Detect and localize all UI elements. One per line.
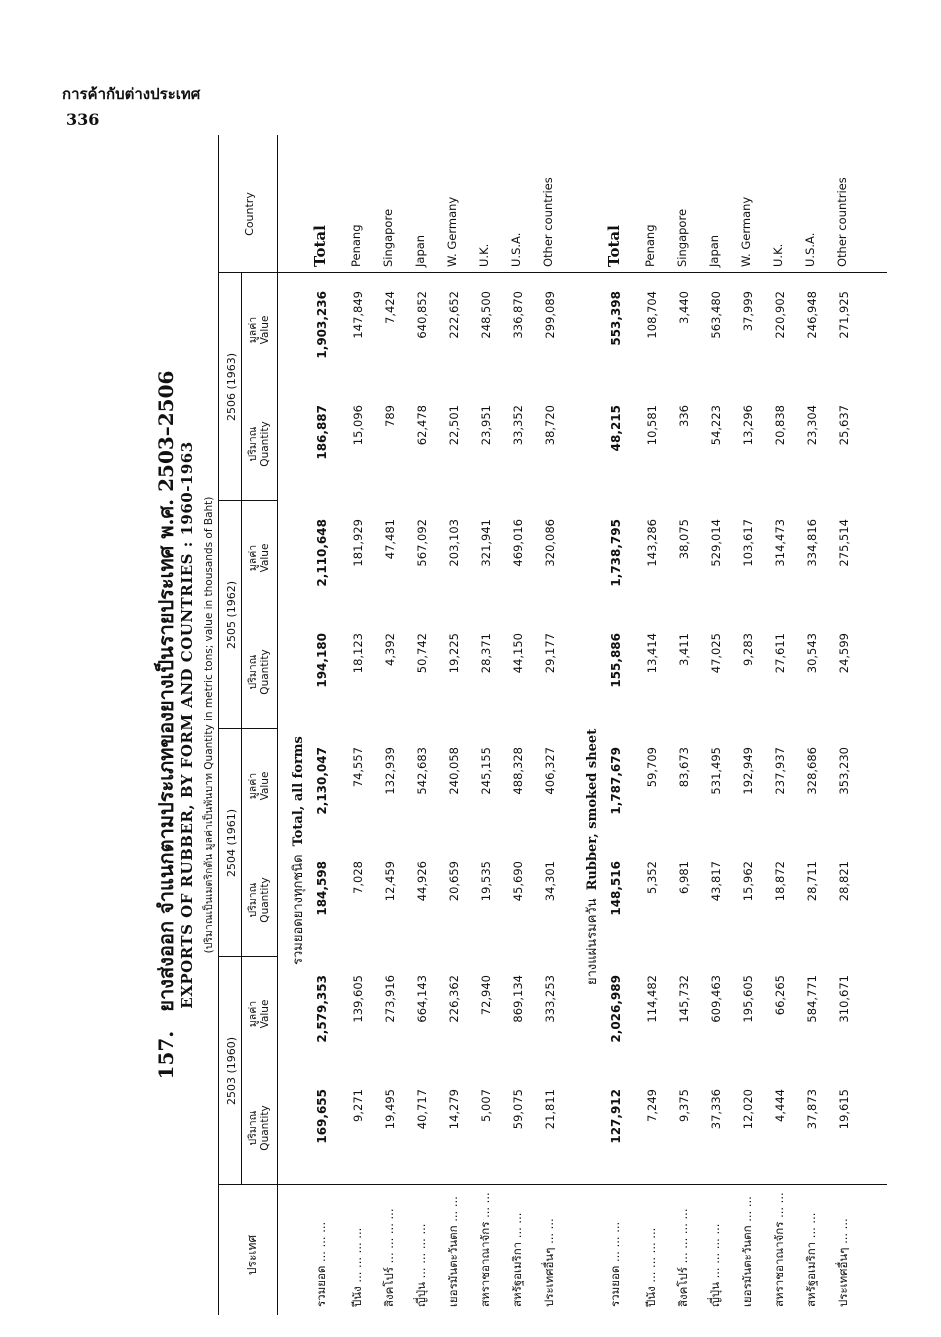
quantity-cell: 27,611	[773, 633, 787, 674]
quantity-cell: 19,535	[479, 861, 493, 902]
value-cell: 609,463	[709, 975, 723, 1023]
quantity-cell: 5,007	[479, 1089, 493, 1122]
value-subheader	[247, 729, 271, 843]
row-label-thai: ประเทศอื่นๆ ... ...	[542, 1218, 556, 1307]
row-label-thai: รวมยอด ... ... ...	[314, 1221, 328, 1307]
value-cell: 271,925	[837, 291, 851, 339]
row-label-thai: ปีนัง ... ... ... ...	[644, 1227, 658, 1307]
value-cell: 529,014	[709, 519, 723, 567]
row-label-english: Other countries	[835, 177, 849, 267]
row-label-english: W. Germany	[445, 196, 459, 267]
value-cell: 145,732	[677, 975, 691, 1023]
value-cell: 2,026,989	[609, 975, 623, 1043]
value-cell: 248,500	[479, 291, 493, 339]
row-label-english: U.K.	[771, 243, 785, 267]
row-label-english: Penang	[349, 224, 363, 267]
quantity-cell: 25,637	[837, 405, 851, 446]
table-row	[831, 135, 861, 1315]
value-cell: 108,704	[645, 291, 659, 339]
value-cell: 72,940	[479, 975, 493, 1016]
quantity-cell: 59,075	[511, 1089, 525, 1130]
value-cell: 203,103	[447, 519, 461, 567]
year-header: 2506 (1963)	[225, 352, 238, 422]
row-label-english: U.K.	[477, 243, 491, 267]
quantity-cell: 21,811	[543, 1089, 557, 1130]
subheader-english-value: Value	[259, 315, 271, 345]
value-cell: 1,738,795	[609, 519, 623, 587]
quantity-cell: 18,872	[773, 861, 787, 902]
table-row	[703, 135, 733, 1315]
quantity-cell: 15,962	[741, 861, 755, 902]
quantity-cell: 148,516	[609, 861, 623, 916]
quantity-cell: 19,225	[447, 633, 461, 674]
column-header-country-english: Country	[243, 192, 256, 236]
value-cell: 195,605	[741, 975, 755, 1023]
table-row	[537, 135, 567, 1315]
column-header-country-thai: ประเทศ	[245, 1234, 259, 1276]
section-title	[581, 729, 602, 985]
subheader-thai-value: มูลค่า	[247, 316, 259, 344]
section-title-thai: ยางแผ่นรมควัน	[585, 898, 600, 985]
quantity-cell: 38,720	[543, 405, 557, 446]
row-label-english: Singapore	[675, 208, 689, 267]
value-cell: 245,155	[479, 747, 493, 795]
quantity-cell: 155,886	[609, 633, 623, 688]
value-subheader	[247, 501, 271, 615]
value-cell: 321,941	[479, 519, 493, 567]
row-label-english: Penang	[643, 224, 657, 267]
value-cell: 1,787,679	[609, 747, 623, 815]
row-label-english: Japan	[707, 234, 721, 267]
section-title	[287, 736, 308, 965]
subheader-thai-value: มูลค่า	[247, 1000, 259, 1028]
value-cell: 328,686	[805, 747, 819, 795]
value-cell: 74,557	[351, 747, 365, 788]
subheader-thai-quantity: ปริมาณ	[247, 1110, 259, 1146]
quantity-cell: 4,392	[383, 633, 397, 666]
value-cell: 37,999	[741, 291, 755, 332]
value-cell: 246,948	[805, 291, 819, 339]
quantity-cell: 29,177	[543, 633, 557, 674]
quantity-subheader	[247, 615, 271, 729]
value-cell: 353,230	[837, 747, 851, 795]
quantity-cell: 47,025	[709, 633, 723, 674]
value-cell: 237,937	[773, 747, 787, 795]
quantity-cell: 336	[677, 405, 691, 427]
table-row	[671, 135, 701, 1315]
quantity-cell: 9,375	[677, 1089, 691, 1122]
value-cell: 314,473	[773, 519, 787, 567]
quantity-cell: 45,690	[511, 861, 525, 902]
table-row	[409, 135, 439, 1315]
quantity-cell: 5,352	[645, 861, 659, 894]
row-label-english: Singapore	[381, 208, 395, 267]
table-title-thai: ยางส่งออก จำแนกตามประเภทของยางเป็นรายประเทศ พ.ศ. 2503–2506	[154, 370, 178, 1012]
quantity-cell: 28,821	[837, 861, 851, 902]
table-row	[345, 135, 375, 1315]
section-title-english: Total, all forms	[291, 736, 306, 847]
quantity-cell: 19,495	[383, 1089, 397, 1130]
quantity-cell: 34,301	[543, 861, 557, 902]
row-label-thai: สิงคโปร์ ... ... ... ...	[382, 1208, 396, 1307]
quantity-cell: 23,304	[805, 405, 819, 446]
quantity-cell: 10,581	[645, 405, 659, 446]
page-number: 336	[66, 110, 100, 129]
year-header-rule	[241, 273, 242, 1185]
value-subheader	[247, 273, 271, 387]
book-title: การค้ากับต่างประเทศ	[62, 85, 201, 103]
subheader-english-quantity: Quantity	[259, 1105, 271, 1151]
row-label-thai: เยอรมันตะวันตก ... ...	[740, 1196, 754, 1307]
quantity-cell: 14,279	[447, 1089, 461, 1130]
quantity-cell: 12,459	[383, 861, 397, 902]
row-label-thai: สิงคโปร์ ... ... ... ...	[676, 1208, 690, 1307]
value-subheader	[247, 957, 271, 1071]
value-cell: 192,949	[741, 747, 755, 795]
value-cell: 640,852	[415, 291, 429, 339]
quantity-cell: 37,336	[709, 1089, 723, 1130]
value-cell: 567,092	[415, 519, 429, 567]
quantity-cell: 3,411	[677, 633, 691, 666]
value-cell: 406,327	[543, 747, 557, 795]
subheader-english-quantity: Quantity	[259, 877, 271, 923]
value-cell: 114,482	[645, 975, 659, 1023]
quantity-cell: 54,223	[709, 405, 723, 446]
year-header: 2503 (1960)	[225, 1036, 238, 1106]
section-title-english: Rubber, smoked sheet	[585, 728, 600, 891]
table-units-note: (ปริมาณเป็นเมตริกตัน มูลค่าเป็นพันบาท Quantity in metric tons; value in thousands of Baht)	[203, 496, 215, 954]
value-cell: 220,902	[773, 291, 787, 339]
value-cell: 273,916	[383, 975, 397, 1023]
row-label-english: Other countries	[541, 177, 555, 267]
rotated-table-page	[150, 135, 890, 1315]
value-cell: 222,652	[447, 291, 461, 339]
exports-table	[218, 135, 889, 1315]
value-cell: 147,849	[351, 291, 365, 339]
quantity-cell: 127,912	[609, 1089, 623, 1144]
quantity-subheader	[247, 1071, 271, 1185]
value-cell: 531,495	[709, 747, 723, 795]
row-label-thai: สหรัฐอเมริกา ... ...	[804, 1212, 818, 1307]
value-cell: 143,286	[645, 519, 659, 567]
subheader-english-value: Value	[259, 771, 271, 801]
value-cell: 469,016	[511, 519, 525, 567]
table-title-english: EXPORTS OF RUBBER, BY FORM AND COUNTRIES : 1960-1963	[178, 441, 196, 1009]
value-cell: 869,134	[511, 975, 525, 1023]
subheader-thai-quantity: ปริมาณ	[247, 654, 259, 690]
quantity-cell: 50,742	[415, 633, 429, 674]
row-label-english: U.S.A.	[803, 232, 817, 267]
row-label-english: Japan	[413, 234, 427, 267]
value-cell: 226,362	[447, 975, 461, 1023]
row-label-thai: เยอรมันตะวันตก ... ...	[446, 1196, 460, 1307]
row-label-thai: ญี่ปุ่น ... ... ... ...	[414, 1223, 428, 1307]
value-cell: 139,605	[351, 975, 365, 1023]
table-row	[473, 135, 503, 1315]
quantity-cell: 44,150	[511, 633, 525, 674]
quantity-cell: 28,711	[805, 861, 819, 902]
value-cell: 38,075	[677, 519, 691, 560]
value-cell: 2,130,047	[315, 747, 329, 815]
row-label-thai: รวมยอด ... ... ...	[608, 1221, 622, 1307]
row-label-thai: ญี่ปุ่น ... ... ... ...	[708, 1223, 722, 1307]
row-label-thai: สหราชอาณาจักร ... ...	[478, 1192, 492, 1307]
quantity-subheader	[247, 387, 271, 501]
quantity-cell: 169,655	[315, 1089, 329, 1144]
quantity-cell: 24,599	[837, 633, 851, 674]
quantity-cell: 20,838	[773, 405, 787, 446]
value-cell: 584,771	[805, 975, 819, 1023]
quantity-cell: 789	[383, 405, 397, 427]
quantity-cell: 6,981	[677, 861, 691, 894]
row-label-thai: ประเทศอื่นๆ ... ...	[836, 1218, 850, 1307]
quantity-cell: 9,271	[351, 1089, 365, 1122]
table-row	[377, 135, 407, 1315]
table-row	[639, 135, 669, 1315]
row-label-english: W. Germany	[739, 196, 753, 267]
quantity-cell: 7,249	[645, 1089, 659, 1122]
quantity-cell: 12,020	[741, 1089, 755, 1130]
row-label-english: Total	[605, 225, 623, 267]
value-cell: 181,929	[351, 519, 365, 567]
quantity-cell: 19,615	[837, 1089, 851, 1130]
value-cell: 333,253	[543, 975, 557, 1023]
quantity-cell: 15,096	[351, 405, 365, 446]
value-cell: 7,424	[383, 291, 397, 324]
subheader-thai-value: มูลค่า	[247, 772, 259, 800]
quantity-cell: 18,123	[351, 633, 365, 674]
value-cell: 132,939	[383, 747, 397, 795]
quantity-cell: 43,817	[709, 861, 723, 902]
quantity-cell: 40,717	[415, 1089, 429, 1130]
table-row	[767, 135, 797, 1315]
value-cell: 1,903,236	[315, 291, 329, 359]
total-row	[603, 135, 633, 1315]
quantity-cell: 33,352	[511, 405, 525, 446]
value-cell: 299,089	[543, 291, 557, 339]
value-cell: 66,265	[773, 975, 787, 1016]
quantity-cell: 186,887	[315, 405, 329, 460]
subheader-english-value: Value	[259, 999, 271, 1029]
quantity-cell: 194,180	[315, 633, 329, 688]
value-cell: 553,398	[609, 291, 623, 346]
value-cell: 2,110,648	[315, 519, 329, 587]
value-cell: 542,683	[415, 747, 429, 795]
value-cell: 488,328	[511, 747, 525, 795]
value-cell: 310,671	[837, 975, 851, 1023]
quantity-cell: 37,873	[805, 1089, 819, 1130]
value-cell: 275,514	[837, 519, 851, 567]
subheader-thai-quantity: ปริมาณ	[247, 426, 259, 462]
quantity-cell: 13,296	[741, 405, 755, 446]
quantity-cell: 28,371	[479, 633, 493, 674]
table-row	[505, 135, 535, 1315]
table-row	[735, 135, 765, 1315]
subheader-english-quantity: Quantity	[259, 421, 271, 467]
quantity-cell: 44,926	[415, 861, 429, 902]
quantity-cell: 48,215	[609, 405, 623, 452]
table-row	[441, 135, 471, 1315]
value-cell: 3,440	[677, 291, 691, 324]
section-title-thai: รวมยอดยางทุกชนิด	[291, 854, 306, 965]
subheader-english-value: Value	[259, 543, 271, 573]
quantity-subheader	[247, 843, 271, 957]
table-number: 157.	[154, 1030, 178, 1080]
quantity-cell: 13,414	[645, 633, 659, 674]
value-cell: 2,579,353	[315, 975, 329, 1043]
quantity-cell: 9,283	[741, 633, 755, 666]
subheader-thai-value: มูลค่า	[247, 544, 259, 572]
subheader-thai-quantity: ปริมาณ	[247, 882, 259, 918]
value-cell: 336,870	[511, 291, 525, 339]
value-cell: 563,480	[709, 291, 723, 339]
quantity-cell: 4,444	[773, 1089, 787, 1122]
value-cell: 320,086	[543, 519, 557, 567]
header-bottom-rule	[277, 135, 278, 1315]
table-row	[799, 135, 829, 1315]
quantity-cell: 62,478	[415, 405, 429, 446]
value-cell: 103,617	[741, 519, 755, 567]
year-header: 2504 (1961)	[225, 808, 238, 878]
value-cell: 240,058	[447, 747, 461, 795]
year-header: 2505 (1962)	[225, 580, 238, 650]
row-label-english: U.S.A.	[509, 232, 523, 267]
value-cell: 334,816	[805, 519, 819, 567]
value-cell: 664,143	[415, 975, 429, 1023]
row-label-thai: ปีนัง ... ... ... ...	[350, 1227, 364, 1307]
value-cell: 59,709	[645, 747, 659, 788]
quantity-cell: 7,028	[351, 861, 365, 894]
quantity-cell: 184,598	[315, 861, 329, 916]
total-row	[309, 135, 339, 1315]
row-label-english: Total	[311, 225, 329, 267]
quantity-cell: 23,951	[479, 405, 493, 446]
quantity-cell: 22,501	[447, 405, 461, 446]
quantity-cell: 20,659	[447, 861, 461, 902]
row-label-thai: สหรัฐอเมริกา ... ...	[510, 1212, 524, 1307]
value-cell: 83,673	[677, 747, 691, 788]
quantity-cell: 30,543	[805, 633, 819, 674]
subheader-english-quantity: Quantity	[259, 649, 271, 695]
value-cell: 47,481	[383, 519, 397, 560]
row-label-thai: สหราชอาณาจักร ... ...	[772, 1192, 786, 1307]
